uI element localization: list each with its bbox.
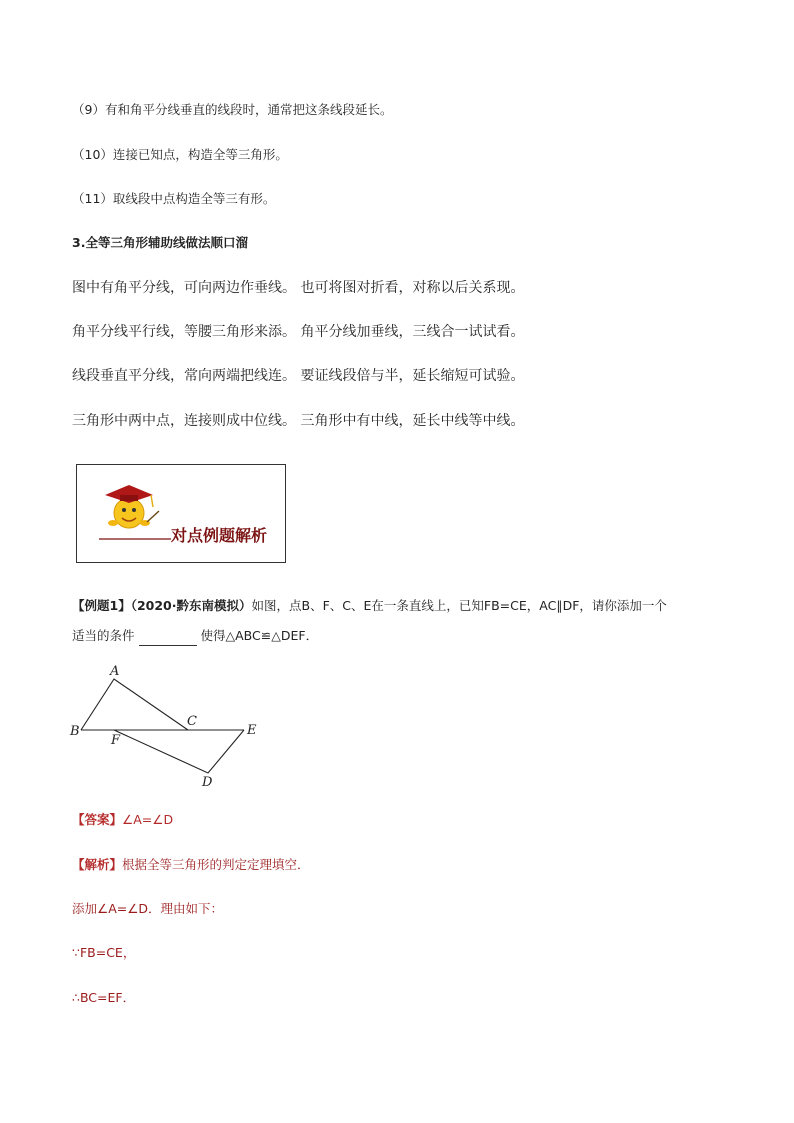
item-text: 取线段中点构造全等三有形。	[112, 191, 276, 206]
point-label-a: A	[110, 664, 120, 679]
item-number: （9）	[72, 102, 105, 117]
geometry-figure	[66, 662, 266, 792]
point-label-f: F	[111, 733, 121, 748]
point-label-c: C	[187, 714, 197, 729]
example-source: （2020·黔东南模拟）	[130, 598, 252, 613]
section-title: 3.全等三角形辅助线做法顺口溜	[72, 235, 248, 250]
analysis-tag: 【解析】	[72, 857, 123, 872]
doctor-cap-mascot-icon	[77, 465, 287, 564]
example-question-line2	[72, 626, 318, 646]
triangle-def-sides	[114, 730, 244, 773]
answer-value: ∠A=∠D	[122, 812, 174, 827]
banner-title: 对点例题解析	[171, 526, 268, 545]
answer-line	[72, 810, 173, 830]
list-item-10	[72, 145, 288, 165]
point-label-e: E	[247, 723, 257, 738]
example-text: 使得△ABC≌△DEF．	[200, 628, 319, 643]
example-text: 如图，点B、F、C、E在一条直线上，已知FB=CE，AC∥DF，请你添加一个	[251, 598, 667, 613]
answer-blank	[139, 631, 197, 646]
item-number: （10）	[72, 147, 113, 162]
example-section-banner	[76, 464, 286, 563]
answer-tag: 【答案】	[72, 812, 123, 827]
point-label-d: D	[202, 775, 213, 790]
item-number: （11）	[72, 191, 113, 206]
example-question-line1	[72, 596, 667, 616]
solution-step: 添加∠A=∠D．理由如下：	[72, 901, 224, 916]
list-item-9	[72, 100, 392, 120]
triangle-abc-sides	[81, 679, 188, 730]
example-tag: 【例题1】	[72, 598, 131, 613]
example-text: 适当的条件	[72, 628, 135, 643]
poem-line: 三角形中两中点，连接则成中位线。 三角形中有中线，延长中线等中线。	[72, 413, 525, 429]
poem-line: 图中有角平分线，可向两边作垂线。 也可将图对折看，对称以后关系现。	[72, 280, 525, 296]
item-text: 连接已知点，构造全等三角形。	[112, 147, 288, 162]
item-text: 有和角平分线垂直的线段时，通常把这条线段延长。	[104, 102, 393, 117]
poem-line: 角平分线平行线，等腰三角形来添。 角平分线加垂线，三线合一试试看。	[72, 324, 525, 340]
analysis-line	[72, 855, 310, 875]
analysis-text: 根据全等三角形的判定定理填空．	[122, 857, 310, 872]
point-label-b: B	[70, 724, 80, 739]
solution-step: ∵FB=CE，	[72, 945, 136, 960]
list-item-11	[72, 189, 275, 209]
solution-step: ∴BC=EF．	[72, 990, 136, 1005]
poem-line: 线段垂直平分线，常向两端把线连。 要证线段倍与半，延长缩短可试验。	[72, 368, 525, 384]
